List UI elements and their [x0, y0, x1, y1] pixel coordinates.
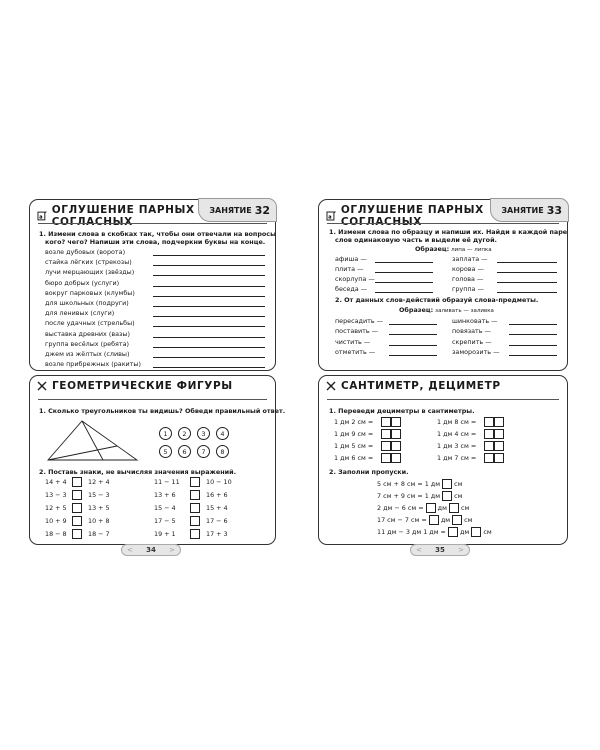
expression-right: 17 + 3	[206, 530, 228, 538]
list-item: лучи мерцающих (звёзды)	[45, 268, 135, 277]
answer-box[interactable]	[494, 429, 504, 439]
word-right: корова —	[452, 265, 484, 273]
answer-box[interactable]	[484, 453, 494, 463]
answer-line[interactable]	[153, 326, 265, 327]
answer-line[interactable]	[389, 355, 437, 356]
sign-box[interactable]	[72, 477, 82, 487]
lesson-33-card	[318, 199, 568, 371]
dictionary-icon	[325, 210, 337, 222]
convert-expression: 1 дм 5 см =	[334, 442, 374, 450]
fill-row: 7 см + 9 см = 1 дм см	[377, 492, 463, 500]
svg-text:а: а	[39, 214, 44, 221]
answer-line[interactable]	[153, 255, 265, 256]
lesson-32-tab: ЗАНЯТИЕ 32	[198, 198, 277, 222]
word-right: голова —	[452, 275, 484, 283]
answer-circle[interactable]: 5	[159, 445, 172, 458]
task-1-text-line2: слов одинаковую часть и выдели её дугой.	[335, 236, 497, 244]
answer-circle[interactable]: 2	[178, 427, 191, 440]
convert-expression: 1 дм 8 см =	[437, 418, 477, 426]
answer-circle[interactable]: 3	[197, 427, 210, 440]
task-1-text-line2: кого? чего? Напиши эти слова, подчеркни буквы на конце.	[45, 238, 266, 246]
sign-box[interactable]	[190, 503, 200, 513]
convert-expression: 1 дм 4 см =	[437, 430, 477, 438]
list-item: выставка древних (вазы)	[45, 329, 130, 338]
convert-expression: 1 дм 3 см =	[437, 442, 477, 450]
expression-left: 10 + 9	[45, 517, 67, 525]
dictionary-icon	[36, 210, 48, 222]
answer-line[interactable]	[375, 272, 433, 273]
expression-right: 10 − 10	[206, 478, 232, 486]
answer-box[interactable]	[426, 503, 436, 513]
answer-box[interactable]	[484, 417, 494, 427]
geometry-header	[36, 380, 233, 392]
answer-line[interactable]	[153, 275, 265, 276]
convert-expression: 1 дм 6 см =	[334, 454, 374, 462]
task-2-text: 2. От данных слов-действий образуй слова-предметы.	[335, 296, 539, 304]
list-item: после удачных (стрельбы)	[45, 319, 135, 328]
compass-ruler-icon	[36, 380, 48, 392]
list-item: джем из жёлтых (сливы)	[45, 350, 130, 358]
answer-box[interactable]	[381, 429, 391, 439]
centimeter-title: САНТИМЕТР, ДЕЦИМЕТР	[341, 380, 501, 392]
sample-2: Образец: заливать — заливка	[399, 306, 494, 314]
answer-line[interactable]	[153, 347, 265, 348]
lesson-33-title: ОГЛУШЕНИЕ ПАРНЫХ СОГЛАСНЫХ	[340, 204, 484, 228]
page-number-35: < 35 >	[410, 544, 470, 556]
answer-box[interactable]	[391, 453, 401, 463]
fill-row: 5 см + 8 см = 1 дм см	[377, 480, 463, 488]
answer-box[interactable]	[494, 453, 504, 463]
answer-circle[interactable]: 8	[216, 445, 229, 458]
sign-box[interactable]	[190, 477, 200, 487]
verb-right: шинковать —	[452, 317, 498, 325]
answer-box[interactable]	[381, 441, 391, 451]
compass-ruler-icon	[325, 380, 337, 392]
expression-right: 10 + 8	[88, 517, 110, 525]
expression-left: 18 − 8	[45, 530, 67, 538]
answer-line[interactable]	[153, 316, 265, 317]
sign-box[interactable]	[72, 503, 82, 513]
answer-line[interactable]	[509, 345, 557, 346]
answer-box[interactable]	[391, 441, 401, 451]
answer-line[interactable]	[497, 292, 557, 293]
answer-line[interactable]	[153, 367, 265, 368]
triangles-figure	[45, 418, 140, 463]
expression-right: 12 + 4	[88, 478, 110, 486]
answer-line[interactable]	[497, 282, 557, 283]
fill-row: 11 дм − 3 дм 1 дм = дм см	[377, 528, 492, 536]
answer-box[interactable]	[449, 503, 459, 513]
answer-line[interactable]	[153, 337, 265, 338]
verb-left: отметить —	[335, 347, 376, 356]
answer-line[interactable]	[389, 324, 437, 325]
answer-box[interactable]	[381, 453, 391, 463]
answer-line[interactable]	[375, 262, 433, 263]
answer-circle[interactable]: 4	[216, 427, 229, 440]
triangles-task-text: 1. Сколько треугольников ты видишь? Обведи правильный ответ.	[39, 407, 286, 415]
sign-box[interactable]	[72, 516, 82, 526]
word-left: плита —	[335, 265, 364, 273]
verb-right: скрепить —	[452, 337, 492, 346]
expression-right: 18 − 7	[88, 530, 110, 538]
sign-box[interactable]	[190, 516, 200, 526]
convert-task-text: 1. Переведи дециметры в сантиметры.	[329, 407, 475, 415]
fill-row: 2 дм − 6 см = дм см	[377, 504, 470, 512]
list-item: бюро добрых (услуги)	[45, 278, 120, 287]
expression-left: 12 + 5	[45, 504, 67, 512]
expression-left: 14 + 4	[45, 478, 67, 486]
answer-box[interactable]	[442, 491, 452, 501]
answer-line[interactable]	[389, 345, 437, 346]
word-left: скорлупа —	[335, 275, 375, 283]
answer-box[interactable]	[381, 417, 391, 427]
answer-box[interactable]	[448, 527, 458, 537]
answer-circle[interactable]: 1	[159, 427, 172, 440]
word-right: группа —	[452, 285, 484, 293]
expression-left: 13 − 3	[45, 491, 67, 499]
expression-left: 11 − 11	[154, 478, 180, 486]
expression-left: 19 + 1	[154, 530, 176, 538]
fill-row: 17 см − 7 см = дм см	[377, 516, 473, 524]
verb-left: пересадить —	[335, 317, 384, 325]
answer-line[interactable]	[153, 357, 265, 358]
answer-line[interactable]	[497, 262, 557, 263]
sign-box[interactable]	[190, 529, 200, 539]
answer-box[interactable]	[494, 441, 504, 451]
answer-box[interactable]	[471, 527, 481, 537]
list-item: возле прибрежных (ракиты)	[45, 360, 141, 369]
lesson-33-tab: ЗАНЯТИЕ 33	[490, 198, 569, 222]
geometry-card	[29, 375, 286, 545]
verb-left: чистить —	[335, 337, 371, 346]
answer-line[interactable]	[375, 282, 433, 283]
answer-box[interactable]	[494, 417, 504, 427]
fill-task-text: 2. Заполни пропуски.	[329, 468, 409, 476]
list-item: группа весёлых (ребята)	[45, 339, 129, 348]
answer-circle[interactable]: 6	[178, 445, 191, 458]
answer-box[interactable]	[442, 479, 452, 489]
answer-box[interactable]	[452, 515, 462, 525]
centimeter-header	[325, 380, 501, 392]
answer-line[interactable]	[389, 334, 437, 335]
answer-line[interactable]	[153, 296, 265, 297]
answer-line[interactable]	[509, 334, 557, 335]
answer-line[interactable]	[497, 272, 557, 273]
answer-line[interactable]	[153, 265, 265, 266]
list-item: стайка лёгких (стрекозы)	[45, 258, 132, 267]
convert-expression: 1 дм 7 см =	[437, 454, 477, 462]
page-number-34: < 34 >	[121, 544, 181, 556]
expression-right: 15 + 4	[206, 504, 228, 512]
list-item: для ленивых (слуги)	[45, 309, 115, 318]
answer-circle[interactable]: 7	[197, 445, 210, 458]
answer-line[interactable]	[153, 286, 265, 287]
answer-box[interactable]	[391, 417, 401, 427]
word-left: беседа —	[335, 285, 368, 293]
answer-line[interactable]	[509, 355, 557, 356]
answer-box[interactable]	[484, 441, 494, 451]
list-item: для школьных (подруги)	[45, 299, 129, 307]
verb-left: поставить —	[335, 327, 379, 336]
expression-left: 17 − 5	[154, 517, 176, 525]
lesson-32-card	[29, 199, 276, 371]
verb-right: повязать —	[452, 327, 491, 336]
word-left: афиша —	[335, 255, 367, 263]
lesson-32-title: ОГЛУШЕНИЕ ПАРНЫХ СОГЛАСНЫХ	[51, 204, 195, 228]
verb-right: заморозить —	[452, 347, 500, 356]
answer-box[interactable]	[484, 429, 494, 439]
compare-task-text: 2. Поставь знаки, не вычисляя значения выражений.	[39, 468, 237, 476]
answer-box[interactable]	[391, 429, 401, 439]
convert-expression: 1 дм 9 см =	[334, 430, 374, 438]
sign-box[interactable]	[72, 490, 82, 500]
expression-right: 16 + 6	[206, 491, 228, 499]
sign-box[interactable]	[190, 490, 200, 500]
task-1-text-line1: 1. Измени слова по образцу и напиши их. Найди в каждой паре	[329, 228, 568, 236]
task-1-text-line1: 1. Измени слова в скобках так, чтобы они отвечали на вопросы	[39, 230, 276, 238]
centimeter-card	[318, 375, 568, 545]
expression-left: 13 + 6	[154, 491, 176, 499]
answer-line[interactable]	[509, 324, 557, 325]
geometry-title: ГЕОМЕТРИЧЕСКИЕ ФИГУРЫ	[52, 380, 233, 392]
expression-right: 13 + 5	[88, 504, 110, 512]
expression-left: 15 − 4	[154, 504, 176, 512]
word-right: заплата —	[452, 255, 488, 263]
expression-right: 17 − 6	[206, 517, 228, 525]
convert-expression: 1 дм 2 см =	[334, 418, 374, 426]
answer-line[interactable]	[375, 292, 433, 293]
list-item: возле дубовых (ворота)	[45, 248, 126, 256]
svg-text:а: а	[328, 214, 333, 221]
answer-line[interactable]	[153, 306, 265, 307]
expression-right: 15 − 3	[88, 491, 110, 499]
sample-1: Образец: липа — липка	[415, 245, 492, 253]
sign-box[interactable]	[72, 529, 82, 539]
answer-box[interactable]	[429, 515, 439, 525]
list-item: вокруг парковых (клумбы)	[45, 288, 135, 297]
